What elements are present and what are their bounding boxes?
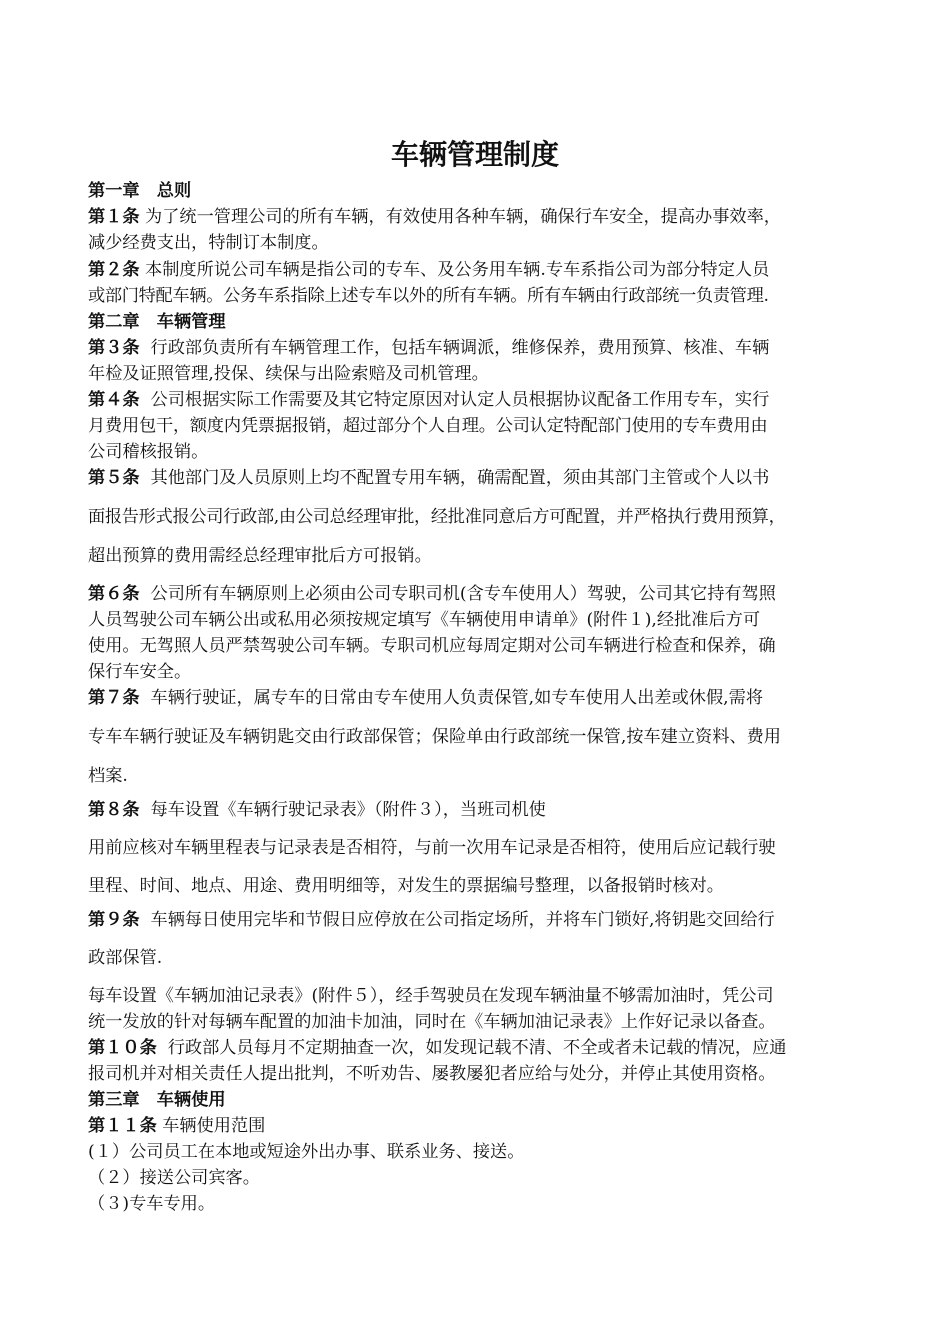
article-1-line-1	[88, 207, 781, 227]
article-2-line-2: 或部门特配车辆。公务车系指除上述专车以外的所有车辆。所有车辆由行政部统一负责管理.	[88, 286, 769, 306]
article-9-text-1: 车辆每日使用完毕和节假日应停放在公司指定场所，并将车门锁好,将钥匙交回给行	[150, 910, 775, 930]
article-4-line-3: 公司稽核报销。	[88, 442, 209, 462]
article-3-label: 第３条	[88, 338, 140, 358]
article-1-text-1: 为了统一管理公司的所有车辆，有效使用各种车辆，确保行车安全，提高办事效率，	[145, 207, 781, 227]
article-5-label: 第５条	[88, 468, 140, 488]
article-5-line-2: 面报告形式报公司行政部,由公司总经理审批，经批准同意后方可配置，并严格执行费用预算，	[88, 507, 786, 527]
chapter-3-heading: 第三章 车辆使用	[88, 1090, 226, 1110]
article-9-label: 第９条	[88, 910, 140, 930]
article-8-line-2: 用前应核对车辆里程表与记录表是否相符，与前一次用车记录是否相符，使用后应记载行驶	[88, 838, 776, 858]
article-7-label: 第７条	[88, 688, 140, 708]
article-4-label: 第４条	[88, 390, 140, 410]
article-8-line-1	[88, 800, 546, 820]
article-10-text-1: 行政部人员每月不定期抽查一次，如发现记载不清、不全或者未记载的情况，应通	[167, 1038, 787, 1058]
article-1-line-2: 减少经费支出，特制订本制度。	[88, 233, 329, 253]
article-11-label: 第１１条	[88, 1116, 157, 1136]
article-10-line-2: 报司机并对相关责任人提出批判，不听劝告、屡教屡犯者应给与处分，并停止其使用资格。	[88, 1064, 776, 1084]
article-6-line-4: 保行车安全。	[88, 662, 192, 682]
scope-item-3: （３)专车专用。	[88, 1194, 216, 1214]
scope-item-1: (１）公司员工在本地或短途外出办事、联系业务、接送。	[88, 1142, 525, 1162]
article-8-text-1: 每车设置《车辆行驶记录表》（附件３），当班司机使	[150, 800, 546, 820]
article-2-label: 第２条	[88, 260, 140, 280]
scope-item-2: （２）接送公司宾客。	[88, 1168, 260, 1188]
article-7-line-1	[88, 688, 763, 708]
article-1-label: 第１条	[88, 207, 140, 227]
article-11-line-1	[88, 1116, 265, 1136]
article-8-label: 第８条	[88, 800, 140, 820]
article-2-text-1: 本制度所说公司车辆是指公司的专车、及公务用车辆.专车系指公司为部分特定人员	[145, 260, 770, 280]
article-7-text-1: 车辆行驶证，属专车的日常由专车使用人负责保管,如专车使用人出差或休假,需将	[150, 688, 764, 708]
chapter-1-heading: 第一章 总则	[88, 181, 192, 201]
chapter-2-heading: 第二章 车辆管理	[88, 312, 226, 332]
article-11-text-1: 车辆使用范围	[162, 1116, 266, 1136]
article-7-line-2: 专车车辆行驶证及车辆钥匙交由行政部保管；保险单由行政部统一保管,按车建立资料、费用	[88, 727, 781, 747]
fuel-record-line-1: 每车设置《车辆加油记录表》(附件５），经手驾驶员在发现车辆油量不够需加油时，凭公司	[88, 986, 774, 1006]
fuel-record-line-2: 统一发放的针对每辆车配置的加油卡加油，同时在《车辆加油记录表》上作好记录以备查。	[88, 1012, 776, 1032]
article-3-line-2: 年检及证照管理,投保、续保与出险索赔及司机管理。	[88, 364, 489, 384]
article-3-text-1: 行政部负责所有车辆管理工作，包括车辆调派，维修保养，费用预算、核准、车辆	[150, 338, 770, 358]
article-6-text-1: 公司所有车辆原则上必须由公司专职司机(含专车使用人）驾驶，公司其它持有驾照	[150, 584, 776, 604]
article-6-line-3: 使用。无驾照人员严禁驾驶公司车辆。专职司机应每周定期对公司车辆进行检查和保养，确	[88, 636, 776, 656]
article-5-line-1	[88, 468, 769, 488]
document-title: 车辆管理制度	[390, 138, 559, 171]
article-10-label: 第１０条	[88, 1038, 157, 1058]
article-4-line-1	[88, 390, 769, 410]
article-8-line-3: 里程、时间、地点、用途、费用明细等，对发生的票据编号整理，以备报销时核对。	[88, 876, 724, 896]
article-9-line-2: 政部保管.	[88, 948, 163, 968]
article-6-line-2: 人员驾驶公司车辆公出或私用必须按规定填写《车辆使用申请单》(附件１),经批准后方可	[88, 610, 761, 630]
article-6-label: 第６条	[88, 584, 140, 604]
article-10-line-1	[88, 1038, 786, 1058]
article-6-line-1	[88, 584, 776, 604]
article-5-line-3: 超出预算的费用需经总经理审批后方可报销。	[88, 546, 432, 566]
article-9-line-1	[88, 910, 775, 930]
article-4-line-2: 月费用包干，额度内凭票据报销，超过部分个人自理。公司认定特配部门使用的专车费用由	[88, 416, 768, 436]
article-5-text-1: 其他部门及人员原则上均不配置专用车辆，确需配置，须由其部门主管或个人以书	[150, 468, 770, 488]
article-3-line-1	[88, 338, 769, 358]
article-7-line-3: 档案.	[88, 766, 128, 786]
article-2-line-1	[88, 260, 769, 280]
article-4-text-1: 公司根据实际工作需要及其它特定原因对认定人员根据协议配备工作用专车，实行	[150, 390, 770, 410]
